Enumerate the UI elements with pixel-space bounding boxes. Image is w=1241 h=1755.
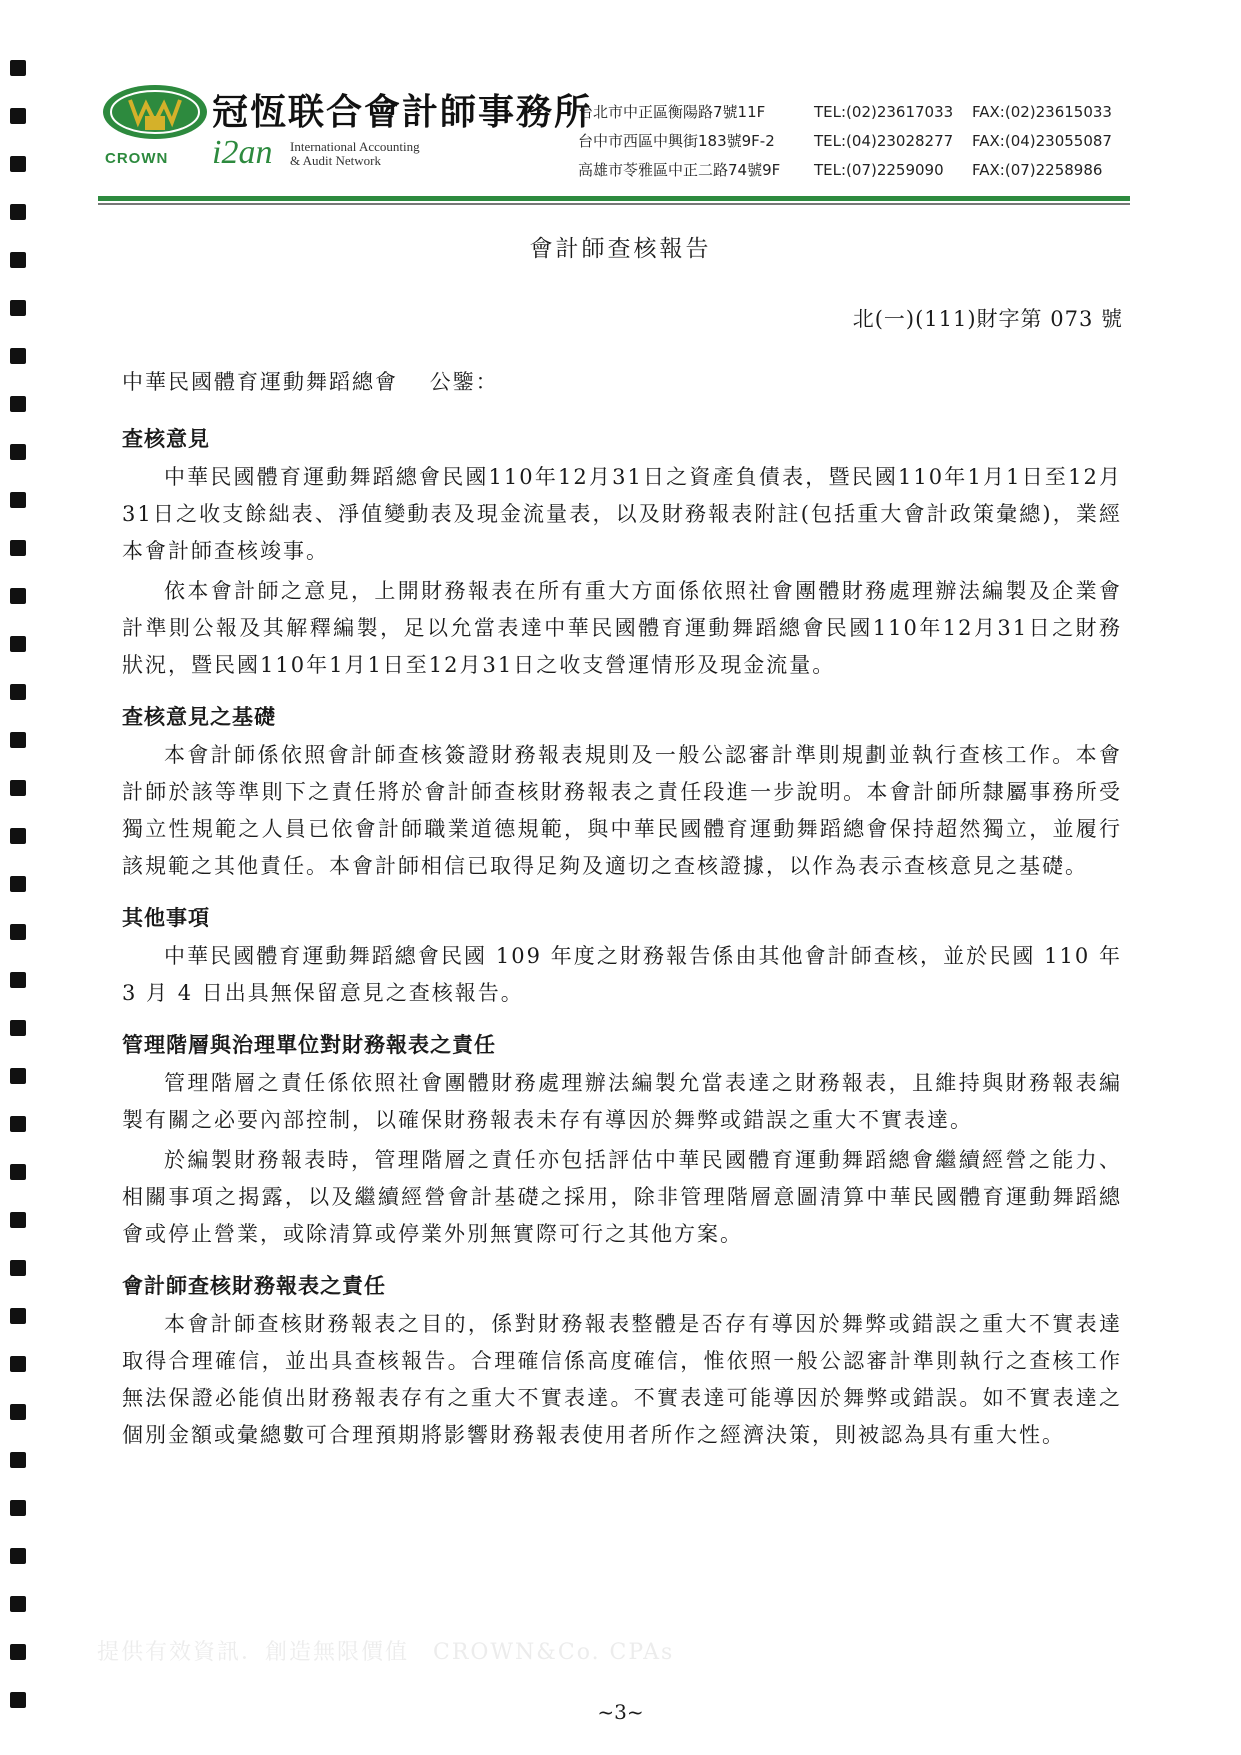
binding-hole (10, 1500, 26, 1516)
office-tel: TEL:(02)23617033 (814, 103, 954, 121)
office-fax: FAX:(04)23055087 (972, 132, 1112, 150)
binding-hole (10, 1116, 26, 1132)
binding-hole (10, 444, 26, 460)
network-name (290, 140, 420, 168)
network-logo: i2an (212, 134, 273, 171)
binding-hole (10, 732, 26, 748)
binding-hole (10, 1212, 26, 1228)
page-number: ~3~ (597, 1700, 644, 1724)
binding-hole (10, 780, 26, 796)
office-tel: TEL:(04)23028277 (814, 132, 954, 150)
office-address: 台中市西區中興街183號9F-2 (578, 132, 775, 150)
binding-hole (10, 1596, 26, 1612)
binding-hole (10, 1068, 26, 1084)
binding-hole (10, 828, 26, 844)
office-row (578, 156, 1138, 185)
network-line-1: International Accounting (290, 139, 420, 154)
report-addressee: 中華民國體育運動舞蹈總會 公鑒： (122, 370, 499, 394)
network-line-2: & Audit Network (290, 153, 381, 168)
binding-hole (10, 588, 26, 604)
binding-hole (10, 1404, 26, 1420)
section-paragraph: 中華民國體育運動舞蹈總會民國110年12月31日之資產負債表，暨民國110年1月1日至12月31日之收支餘絀表、淨值變動表及現金流量表，以及財務報表附註(包括重大會計政策彙總)，業經本會計師查核竣事。 (122, 465, 1122, 563)
office-address: 台北市中正區衡陽路7號11F (578, 103, 766, 121)
section-paragraph: 本會計師查核財務報表之目的，係對財務報表整體是否存有導因於舞弊或錯誤之重大不實表達取得合理確信，並出具查核報告。合理確信係高度確信，惟依照一般公認審計準則執行之查核工作無法保證必能偵出財務報表存有之重大不實表達。不實表達可能導因於舞弊或錯誤。如不實表達之個別金額或彙總數可合理預期將影響財務報表使用者所作之經濟決策，則被認為具有重大性。 (122, 1312, 1122, 1447)
binding-holes (10, 60, 28, 1740)
report-title: 會計師查核報告 (529, 236, 712, 262)
binding-hole (10, 876, 26, 892)
section-heading: 其他事項 (122, 905, 210, 930)
section-paragraph: 中華民國體育運動舞蹈總會民國 109 年度之財務報告係由其他會計師查核，並於民國 110 年 3 月 4 日出具無保留意見之查核報告。 (122, 944, 1122, 1005)
section-heading: 管理階層與治理單位對財務報表之責任 (122, 1032, 496, 1057)
section-paragraph: 本會計師係依照會計師查核簽證財務報表規則及一般公認審計準則規劃並執行查核工作。本會計師於該等準則下之責任將於會計師查核財務報表之責任段進一步說明。本會計師所隸屬事務所受獨立性規範之人員已依會計師職業道德規範，與中華民國體育運動舞蹈總會保持超然獨立，並履行該規範之其他責任。本會計師相信已取得足夠及適切之查核證據，以作為表示查核意見之基礎。 (122, 743, 1122, 878)
binding-hole (10, 540, 26, 556)
crown-logo-icon (100, 82, 210, 158)
report-body (122, 422, 1122, 1454)
binding-hole (10, 300, 26, 316)
section-heading: 查核意見 (122, 426, 210, 451)
binding-hole (10, 1308, 26, 1324)
letterhead-divider (98, 196, 1130, 201)
section-paragraph: 管理階層之責任係依照社會團體財務處理辦法編製允當表達之財務報表，且維持與財務報表編製有關之必要內部控制，以確保財務報表未存有導因於舞弊或錯誤之重大不實表達。 (122, 1071, 1122, 1132)
office-row (578, 98, 1138, 127)
crown-label: CROWN (105, 150, 169, 167)
office-tel: TEL:(07)2259090 (814, 161, 944, 179)
binding-hole (10, 1644, 26, 1660)
office-fax: FAX:(02)23615033 (972, 103, 1112, 121)
binding-hole (10, 924, 26, 940)
binding-hole (10, 1452, 26, 1468)
binding-hole (10, 396, 26, 412)
report-reference-number: 北(一)(111)財字第 073 號 (852, 307, 1123, 331)
letterhead-divider-thin (98, 203, 1130, 205)
binding-hole (10, 684, 26, 700)
binding-hole (10, 492, 26, 508)
footer-watermark: 提供有效資訊．創造無限價值 CROWN&Co. CPAs (97, 1640, 675, 1665)
binding-hole (10, 1020, 26, 1036)
binding-hole (10, 348, 26, 364)
firm-name: 冠恆联合會計師事務所 (212, 91, 593, 133)
binding-hole (10, 1356, 26, 1372)
office-address-list (578, 98, 1138, 185)
section-heading: 查核意見之基礎 (122, 704, 276, 729)
binding-hole (10, 972, 26, 988)
binding-hole (10, 108, 26, 124)
binding-hole (10, 204, 26, 220)
section-heading: 會計師查核財務報表之責任 (122, 1273, 386, 1298)
section-paragraph: 於編製財務報表時，管理階層之責任亦包括評估中華民國體育運動舞蹈總會繼續經營之能力、相關事項之揭露，以及繼續經營會計基礎之採用，除非管理階層意圖清算中華民國體育運動舞蹈總會或停止營業，或除清算或停業外別無實際可行之其他方案。 (122, 1148, 1122, 1246)
section-paragraph: 依本會計師之意見，上開財務報表在所有重大方面係依照社會團體財務處理辦法編製及企業會計準則公報及其解釋編製，足以允當表達中華民國體育運動舞蹈總會民國110年12月31日之財務狀況，暨民國110年1月1日至12月31日之收支營運情形及現金流量。 (122, 579, 1122, 677)
binding-hole (10, 1260, 26, 1276)
binding-hole (10, 60, 26, 76)
binding-hole (10, 1548, 26, 1564)
office-row (578, 127, 1138, 156)
office-address: 高雄市苓雅區中正二路74號9F (578, 161, 781, 179)
binding-hole (10, 636, 26, 652)
office-fax: FAX:(07)2258986 (972, 161, 1103, 179)
binding-hole (10, 1164, 26, 1180)
binding-hole (10, 156, 26, 172)
